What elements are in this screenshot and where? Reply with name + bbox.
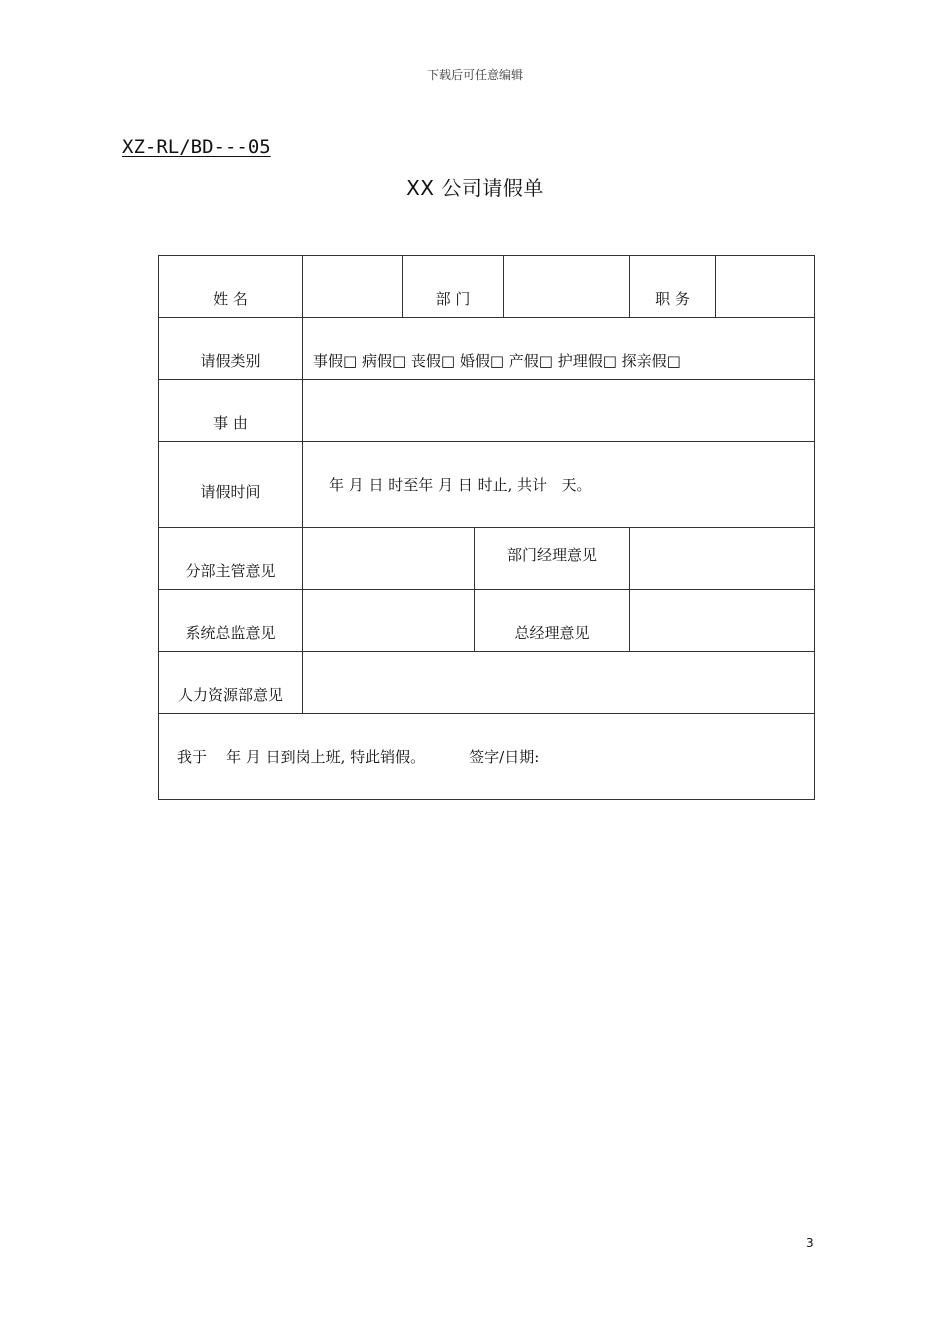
- position-field[interactable]: [716, 256, 815, 318]
- return-text: 我于 年 月 日到岗上班, 特此销假。: [177, 748, 426, 766]
- general-manager-label: 总经理意见: [475, 590, 630, 652]
- hr-label: 人力资源部意见: [159, 652, 303, 714]
- dept-manager-field[interactable]: [630, 528, 815, 590]
- row-return: [159, 714, 815, 800]
- leave-time-field[interactable]: [303, 442, 815, 528]
- header-note: 下载后可任意编辑: [426, 68, 523, 82]
- hr-field[interactable]: [303, 652, 815, 714]
- row-leave-type: [159, 318, 815, 380]
- name-field[interactable]: [303, 256, 403, 318]
- dept-label: 部 门: [403, 256, 504, 318]
- reason-label: 事 由: [159, 380, 303, 442]
- leave-form-table: [158, 255, 815, 800]
- row-reason: [159, 380, 815, 442]
- general-manager-field[interactable]: [630, 590, 815, 652]
- row-approval-2: [159, 590, 815, 652]
- position-label: 职 务: [630, 256, 716, 318]
- row-approval-1: [159, 528, 815, 590]
- document-code: XZ-RL/BD---05: [122, 136, 271, 158]
- leave-time-label: 请假时间: [159, 442, 303, 528]
- leave-form-container: [158, 255, 814, 800]
- row-basic-info: [159, 256, 815, 318]
- leave-time-text: 年 月 日 时至年 月 日 时止, 共计 天。: [329, 476, 592, 494]
- reason-field[interactable]: [303, 380, 815, 442]
- dept-field[interactable]: [504, 256, 630, 318]
- row-hr: [159, 652, 815, 714]
- branch-supervisor-field[interactable]: [303, 528, 475, 590]
- document-title: XX 公司请假单: [406, 176, 544, 200]
- row-leave-time: [159, 442, 815, 528]
- dept-manager-label: 部门经理意见: [475, 528, 630, 590]
- system-director-field[interactable]: [303, 590, 475, 652]
- name-label: 姓 名: [159, 256, 303, 318]
- system-director-label: 系统总监意见: [159, 590, 303, 652]
- branch-supervisor-label: 分部主管意见: [159, 528, 303, 590]
- page-number: 3: [806, 1236, 814, 1250]
- leave-type-options[interactable]: 事假□ 病假□ 丧假□ 婚假□ 产假□ 护理假□ 探亲假□: [303, 318, 815, 380]
- leave-type-label: 请假类别: [159, 318, 303, 380]
- return-to-work-field[interactable]: [159, 714, 815, 800]
- signature-label: 签字/日期:: [469, 748, 540, 766]
